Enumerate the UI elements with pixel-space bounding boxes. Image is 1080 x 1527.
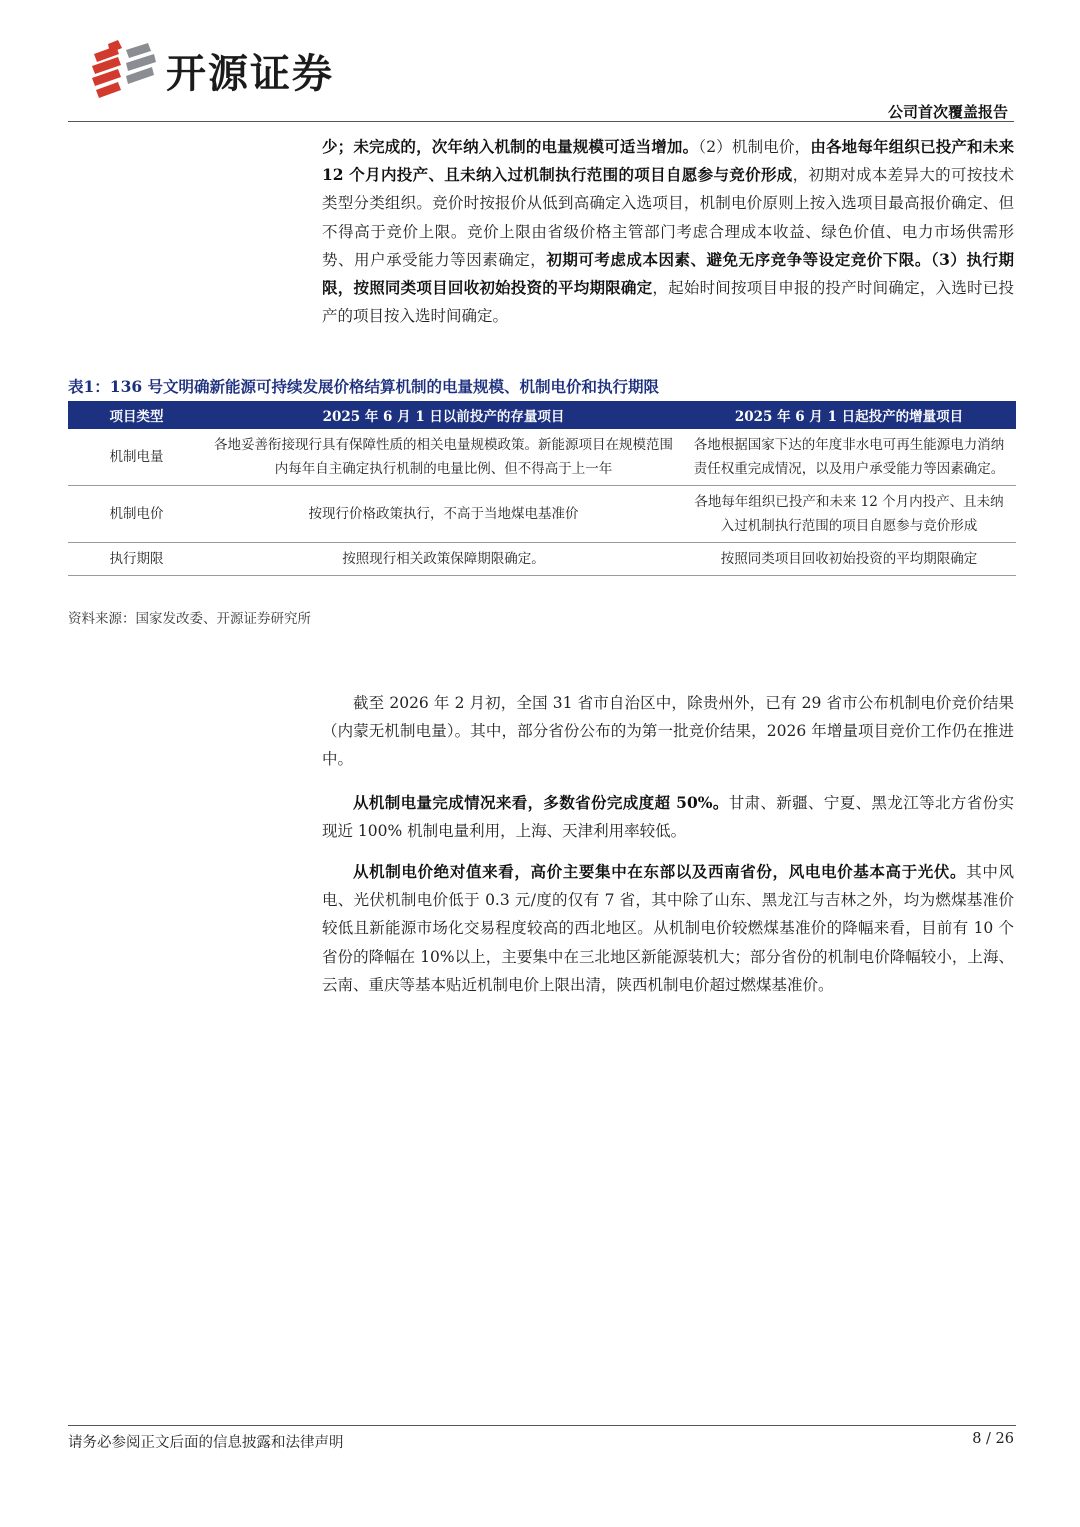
table-row	[68, 429, 1016, 486]
text-run: ，初期对成本差异大的可按技术类型分类组织。竞价时按报价从低到高确定入选项目，机制电价原则上按入选项目最高报价确定、但不得高于竞价上限。竞价上限由省级价格主管部门考虑合理成本收益、绿色价值、电力市场供需形势、用户承受能力等因素确定，	[322, 166, 1014, 269]
body-paragraph	[322, 789, 1014, 845]
table-row	[68, 486, 1016, 543]
intro-paragraph	[322, 133, 1014, 330]
table-cell: 各地每年组织已投产和未来 12 个月内投产、且未纳入过机制执行范围的项目自愿参与竞价形成	[682, 486, 1016, 543]
text-run: 少；未完成的，次年纳入机制的电量规模可适当增加。	[322, 137, 699, 156]
column-header: 项目类型	[68, 401, 205, 429]
table-cell: 按现行价格政策执行，不高于当地煤电基准价	[205, 486, 682, 543]
table-title: 表1：136 号文明确新能源可持续发展价格结算机制的电量规模、机制电价和执行期限	[68, 377, 660, 396]
text-run: 其中风电、光伏机制电价低于 0.3 元/度的仅有 7 省，其中除了山东、黑龙江与吉林之外，均为燃煤基准价较低且新能源市场化交易程度较高的西北地区。从机制电价较燃煤基准价的降幅来看，目前有 10 个省份的降幅在 10%以上，主要集中在三北地区新能源装机大；部分省份的机制电价降幅较小，上海、云南、重庆等基本贴近机制电价上限出清，陕西机制电价超过燃煤基准价。	[322, 863, 1014, 994]
table-cell: 各地妥善衔接现行具有保障性质的相关电量规模政策。新能源项目在规模范围内每年自主确定执行机制的电量比例、但不得高于上一年	[205, 429, 682, 486]
table-source: 资料来源：国家发改委、开源证券研究所	[68, 611, 311, 627]
table-cell: 按照现行相关政策保障期限确定。	[205, 543, 682, 576]
table-cell: 按照同类项目回收初始投资的平均期限确定	[682, 543, 1016, 576]
page-number: 8 / 26	[972, 1431, 1014, 1447]
text-run: ，起始时间按项目申报的投产时间确定，入选时已投产的项目按入选时间确定。	[322, 279, 1014, 326]
footer-divider	[68, 1425, 1016, 1426]
text-run: 从机制电价绝对值来看，高价主要集中在东部以及西南省份，风电电价基本高于光伏。	[353, 862, 967, 881]
table-cell: 各地根据国家下达的年度非水电可再生能源电力消纳责任权重完成情况，以及用户承受能力等因素确定。	[682, 429, 1016, 486]
table-cell: 机制电量	[68, 429, 205, 486]
body-paragraph	[322, 858, 1014, 999]
kaiyuan-logo-icon	[88, 40, 158, 100]
table-header-row	[68, 401, 1016, 429]
table-cell: 机制电价	[68, 486, 205, 543]
body-paragraph	[322, 689, 1014, 774]
logo-text: 开源证券	[166, 50, 334, 97]
text-run: 截至 2026 年 2 月初，全国 31 省市自治区中，除贵州外，已有 29 省市公布机制电价竞价结果（内蒙无机制电量）。其中，部分省份公布的为第一批竞价结果，2026 年增量项目竞价工作仍在推进中。	[322, 694, 1014, 769]
header-divider	[68, 121, 1014, 122]
text-run: 由各地每年组织已投产和未来 12 个月内投产、且未纳入过机制执行范围的项目自愿参与竞价形成	[322, 137, 1014, 185]
text-run: 甘肃、新疆、宁夏、黑龙江等北方省份实现近 100% 机制电量利用，上海、天津利用率较低。	[322, 794, 1014, 841]
table-row	[68, 543, 1016, 576]
text-run: 初期可考虑成本因素、避免无序竞争等设定竞价下限。（3）执行期限，按照同类项目回收初始投资的平均期限确定	[322, 249, 1014, 298]
table-cell: 执行期限	[68, 543, 205, 576]
policy-table	[68, 401, 1016, 576]
footer-disclaimer: 请务必参阅正文后面的信息披露和法律声明	[68, 1435, 344, 1451]
column-header: 2025 年 6 月 1 日起投产的增量项目	[682, 401, 1016, 429]
column-header: 2025 年 6 月 1 日以前投产的存量项目	[205, 401, 682, 429]
text-run: 从机制电量完成情况来看，多数省份完成度超 50%。	[353, 793, 729, 812]
company-logo	[88, 40, 334, 100]
report-type-label: 公司首次覆盖报告	[887, 103, 1008, 121]
text-run: （2）机制电价，	[698, 138, 811, 156]
